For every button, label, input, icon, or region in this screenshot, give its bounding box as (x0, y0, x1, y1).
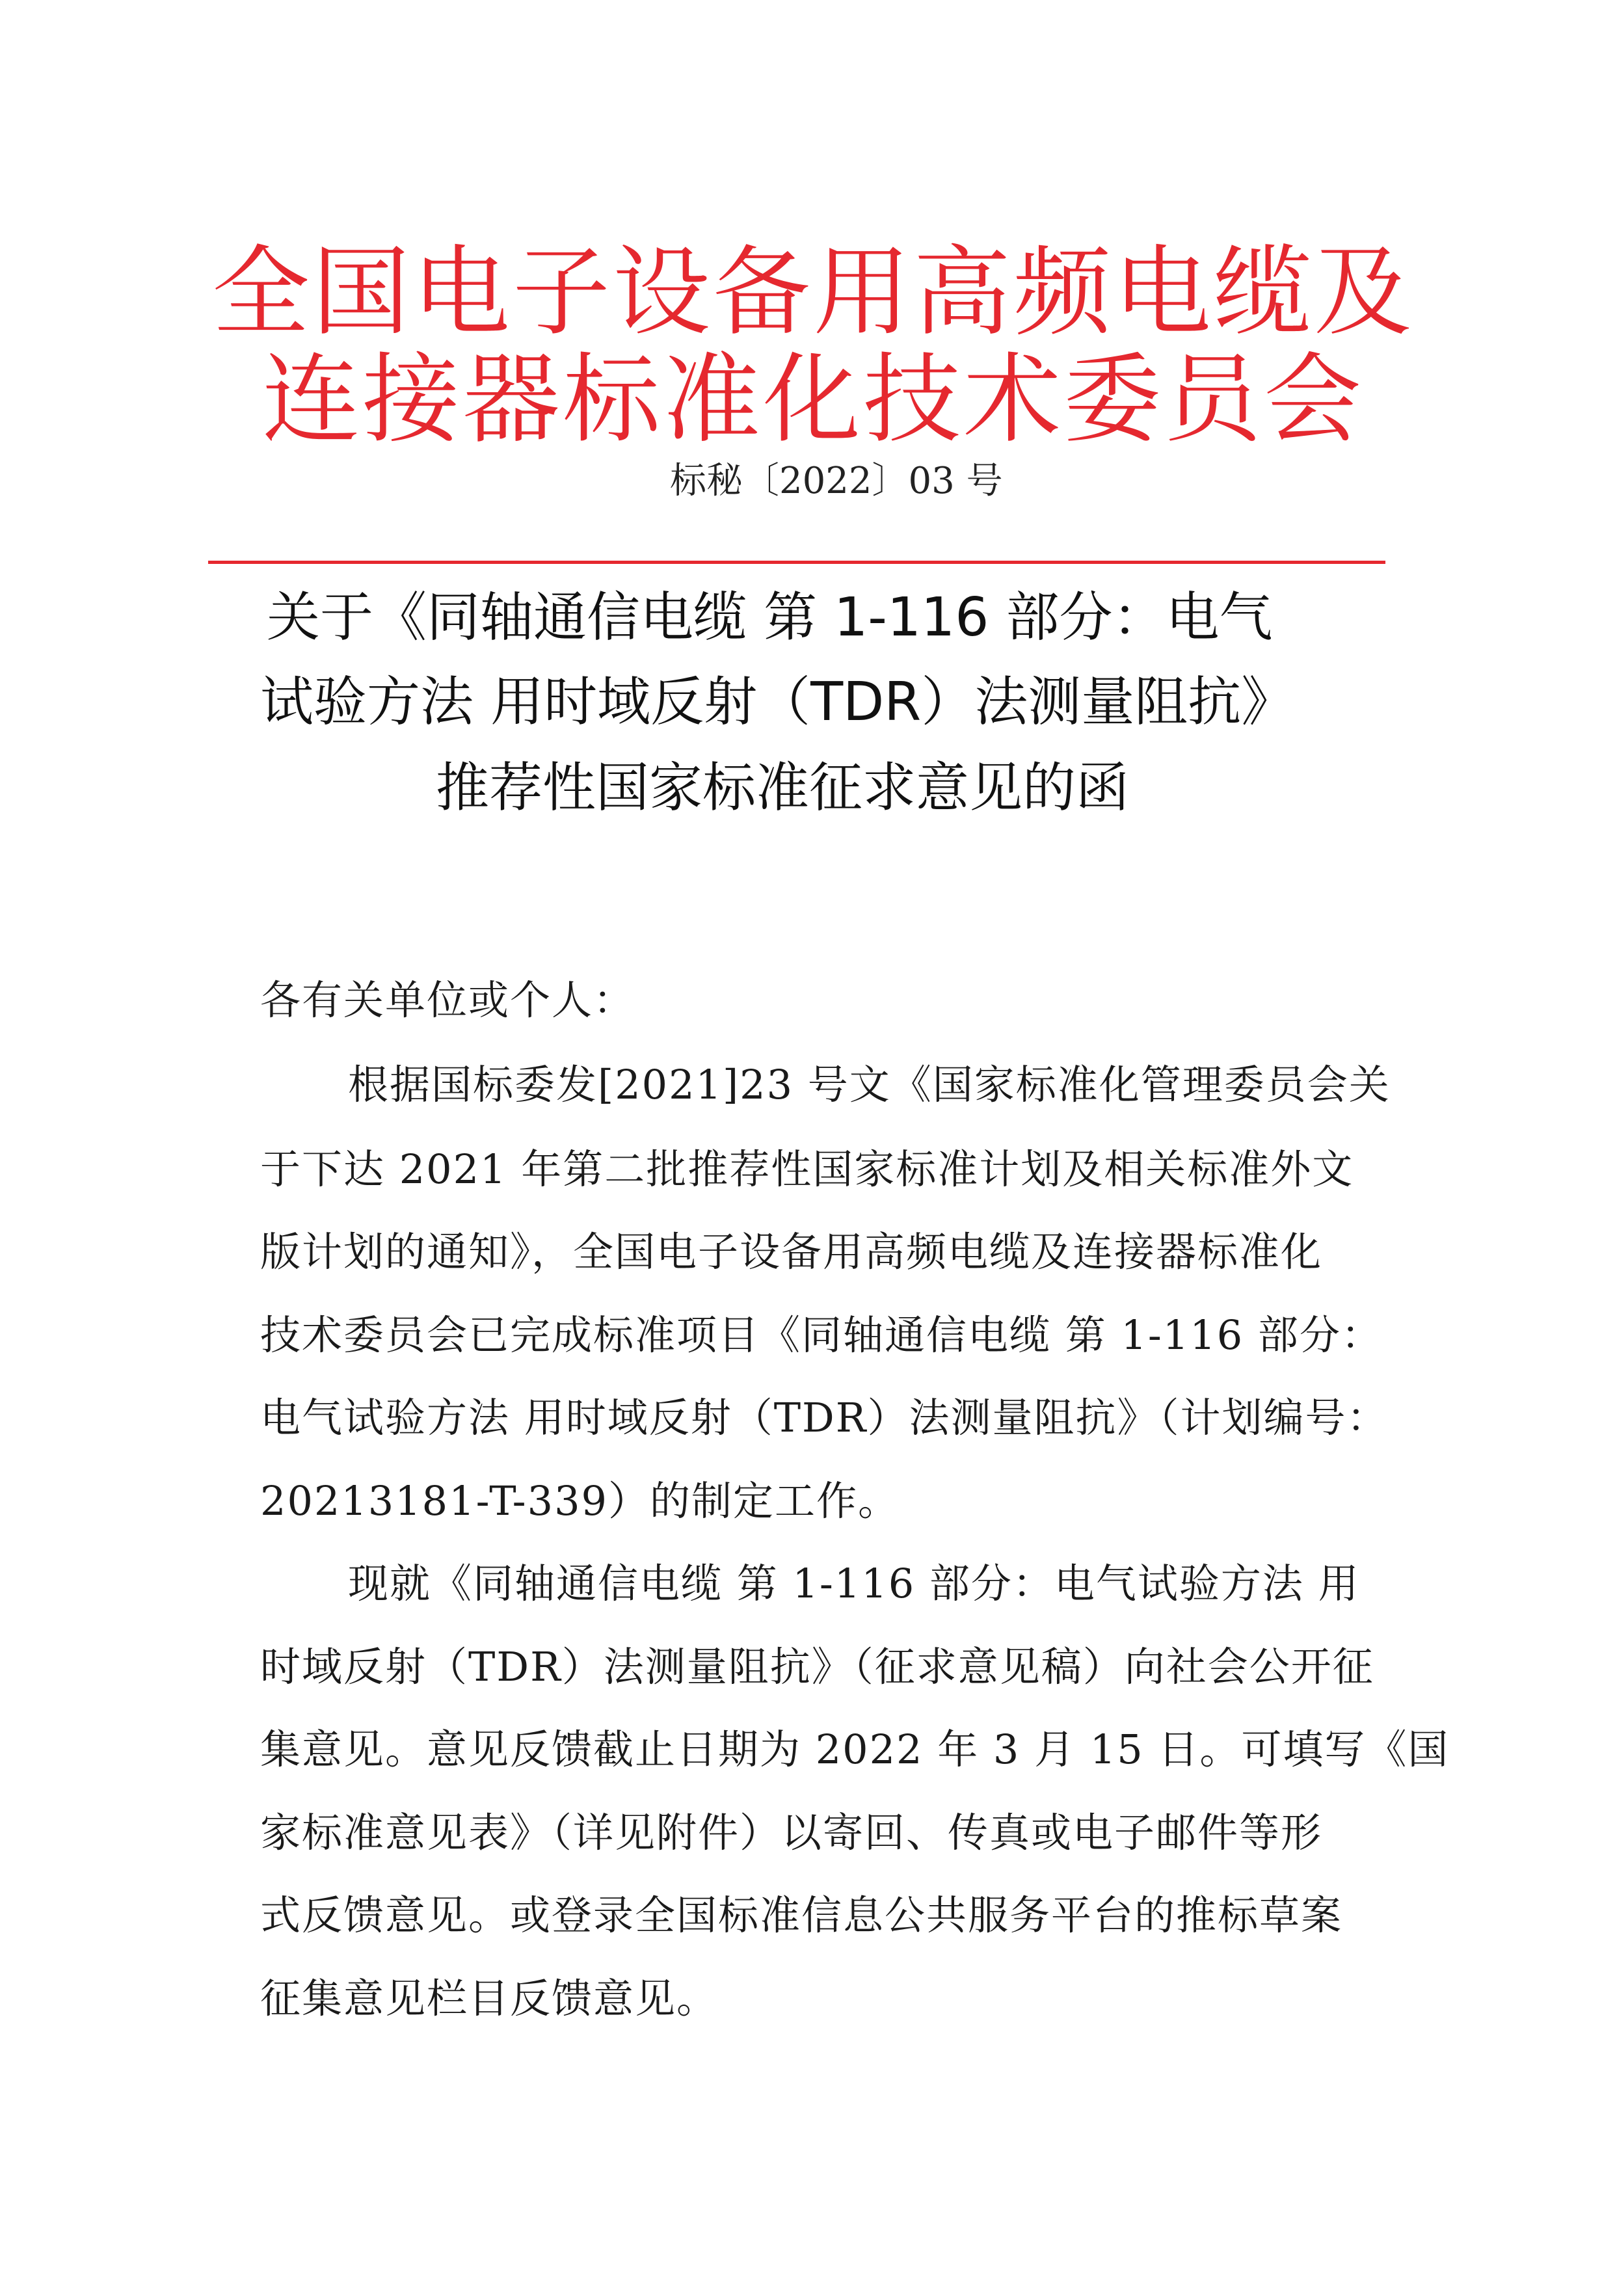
paragraph-1-line: 版计划的通知》，全国电子设备用高频电缆及连接器标准化 (260, 1228, 1323, 1275)
organization-name-line-2: 连接器标准化技术委员会 (261, 343, 1364, 457)
paragraph-2-line: 家标准意见表》（详见附件）以寄回、传真或电子邮件等形 (260, 1809, 1323, 1856)
subject-line-1: 关于《同轴通信电缆 第 1-116 部分：电气 (267, 587, 1273, 648)
paragraph-1-line: 电气试验方法 用时域反射（TDR）法测量阻抗》（计划编号： (260, 1394, 1389, 1441)
red-divider-line (208, 561, 1385, 564)
paragraph-2-line: 集意见。意见反馈截止日期为 2022 年 3 月 15 日。可填写《国 (260, 1726, 1450, 1773)
salutation: 各有关单位或个人： (260, 976, 635, 1024)
paragraph-2-line: 式反馈意见。或登录全国标准信息公共服务平台的推标草案 (260, 1891, 1343, 1939)
paragraph-1-line: 于下达 2021 年第二批推荐性国家标准计划及相关标准外文 (260, 1145, 1354, 1193)
subject-line-3: 推荐性国家标准征求意见的函 (436, 757, 1130, 819)
paragraph-1-line: 20213181-T-339）的制定工作。 (260, 1477, 900, 1525)
organization-name-line-1: 全国电子设备用高频电缆及 (211, 236, 1414, 349)
document-number: 标秘〔2022〕03 号 (670, 460, 1003, 502)
paragraph-1-line: 根据国标委发[2021]23 号文《国家标准化管理委员会关 (348, 1061, 1391, 1108)
subject-line-2: 试验方法 用时域反射（TDR）法测量阻抗》 (260, 671, 1295, 733)
paragraph-2-line: 现就《同轴通信电缆 第 1-116 部分：电气试验方法 用 (348, 1560, 1360, 1607)
paragraph-1-line: 技术委员会已完成标准项目《同轴通信电缆 第 1-116 部分： (260, 1311, 1383, 1359)
paragraph-2-line: 征集意见栏目反馈意见。 (260, 1975, 719, 2022)
paragraph-2-line: 时域反射（TDR）法测量阻抗》（征求意见稿）向社会公开征 (260, 1643, 1374, 1690)
